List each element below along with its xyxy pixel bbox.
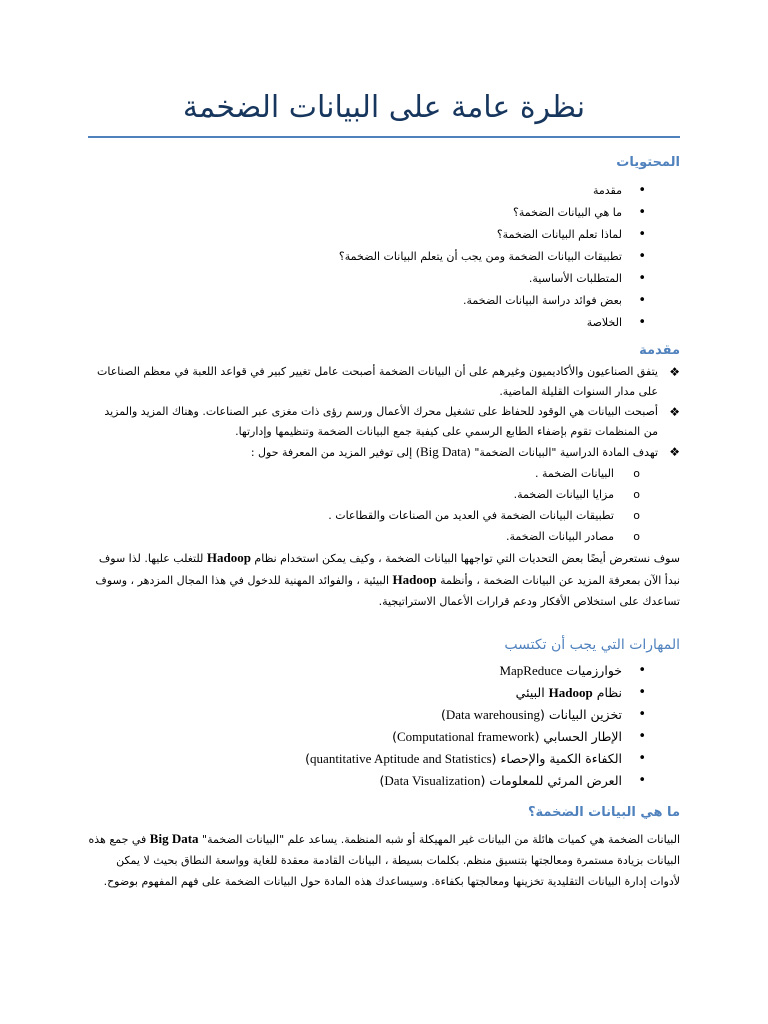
what-text: في جمع هذه البيانات بزيادة مستمرة ومعالجتها بتنسيق منظم. بكلمات بسيطة ، البيانات القادمة معقدة للغاية وواسعة النطاق بحيث لا يمكن لأدوات إدارة البيانات التقليدية تخزينها ومعالجتها بكفاءة. وسيساعدك هذه المادة حول البيانات الضخمة على فهم المفهوم بوضوح. — [88, 833, 680, 888]
what-text: البيانات الضخمة هي كميات هائلة من البيانات غير المهيكلة أو شبه المنظمة. يساعد علم "البيانات الضخمة" — [198, 833, 680, 846]
intro-sub-list — [88, 463, 680, 547]
skill-item — [88, 660, 622, 682]
skill-item — [88, 704, 622, 726]
big-data-term: Big Data — [149, 831, 199, 846]
skill-en: Computational framework — [397, 729, 535, 744]
page-title: نظرة عامة على البيانات الضخمة — [182, 90, 586, 125]
intro-paragraph — [88, 442, 680, 463]
closing-text: البيئية ، والفوائد المهنية للدخول في هذا المجال المزدهر ، وسوف تساعدك على استخلاص الأفكار ودعم قرارات الأعمال الاستراتيجية. — [95, 574, 680, 608]
skill-item — [88, 682, 622, 704]
skill-item — [88, 748, 622, 770]
skill-after: ) — [305, 751, 311, 766]
sub-item: o مصادر البيانات الضخمة. — [88, 526, 614, 547]
skill-after: البيئي — [515, 685, 549, 700]
skill-ar: خوارزميات — [562, 663, 622, 678]
intro-paragraph — [88, 362, 680, 402]
diamond-bullet-icon: ❖ — [669, 405, 680, 419]
skill-after: ) — [440, 707, 446, 722]
sub-item: o البيانات الضخمة . — [88, 463, 614, 484]
closing-text: سوف نستعرض أيضًا بعض التحديات التي تواجهها البيانات الضخمة ، وكيف يمكن استخدام نظام — [250, 552, 680, 565]
sub-item: o مزايا البيانات الضخمة. — [88, 484, 614, 505]
intro-paragraph — [88, 402, 680, 442]
big-data-term: Big Data — [419, 444, 467, 459]
skill-ar: الكفاءة الكمية والإحصاء ( — [491, 751, 622, 766]
sub-item: o تطبيقات البيانات الضخمة في العديد من الصناعات والقطاعات . — [88, 505, 614, 526]
skill-en: quantitative Aptitude and Statistics — [310, 751, 492, 766]
intro-text: أصبحت البيانات هي الوقود للحفاظ على تشغيل محرك الأعمال ورسم رؤى ذات مغزى عبر الصناعات. وهناك المزيد والمزيد من المنظمات تقوم بإضفاء الطابع الرسمي على كيفية جمع البيانات الضخمة وتنظيمها وإدارتها. — [104, 405, 658, 438]
toc-item: • مقدمة — [88, 180, 622, 202]
skill-after: ) — [379, 773, 385, 788]
toc-list — [88, 180, 680, 334]
diamond-bullet-icon: ❖ — [669, 445, 680, 459]
toc-heading: المحتويات — [616, 155, 680, 170]
hadoop-term: Hadoop — [392, 572, 437, 587]
skill-item — [88, 770, 622, 792]
skill-en: Hadoop — [548, 685, 593, 700]
skill-item — [88, 726, 622, 748]
toc-item: • المتطلبات الأساسية. — [88, 268, 622, 290]
skill-en: Data warehousing — [445, 707, 541, 722]
toc-item: • الخلاصة — [88, 312, 622, 334]
skills-list — [88, 660, 680, 792]
diamond-bullet-icon: ❖ — [669, 365, 680, 379]
document-body — [88, 152, 680, 892]
skill-ar: تخزين البيانات ( — [540, 707, 622, 722]
intro-closing-paragraph — [88, 547, 680, 612]
skill-en: MapReduce — [499, 663, 563, 678]
intro-heading: مقدمة — [639, 343, 680, 358]
toc-item: • لماذا تعلم البيانات الضخمة؟ — [88, 224, 622, 246]
skills-heading: المهارات التي يجب أن تكتسب — [504, 637, 680, 653]
toc-item: • تطبيقات البيانات الضخمة ومن يجب أن يتعلم البيانات الضخمة؟ — [88, 246, 622, 268]
intro-list — [88, 362, 680, 463]
intro-text: يتفق الصناعيون والأكاديميون وغيرهم على أن البيانات الضخمة أصبحت عامل تغيير كبير في قواعد اللعبة في معظم الصناعات على مدار السنوات القليلة الماضية. — [97, 365, 658, 398]
intro-text: تهدف المادة الدراسية "البيانات الضخمة" ( — [466, 446, 658, 459]
skill-ar: الإطار الحسابي ( — [534, 729, 622, 744]
skill-after: ) — [392, 729, 397, 744]
closing-text: للتغلب عليها. لذا سوف نبدأ الآن بمعرفة المزيد عن البيانات الضخمة ، وأنظمة — [98, 552, 680, 587]
skill-ar: العرض المرئي للمعلومات ( — [480, 773, 622, 788]
skill-ar: نظام — [592, 685, 622, 700]
what-heading: ما هي البيانات الضخمة؟ — [528, 805, 680, 820]
title-underline — [88, 136, 680, 138]
what-paragraph — [88, 828, 680, 892]
toc-item: • ما هي البيانات الضخمة؟ — [88, 202, 622, 224]
toc-item: • بعض فوائد دراسة البيانات الضخمة. — [88, 290, 622, 312]
hadoop-term: Hadoop — [206, 550, 251, 565]
skill-en: Data Visualization — [384, 773, 481, 788]
intro-text: ) إلى توفير المزيد من المعرفة حول : — [250, 446, 420, 459]
